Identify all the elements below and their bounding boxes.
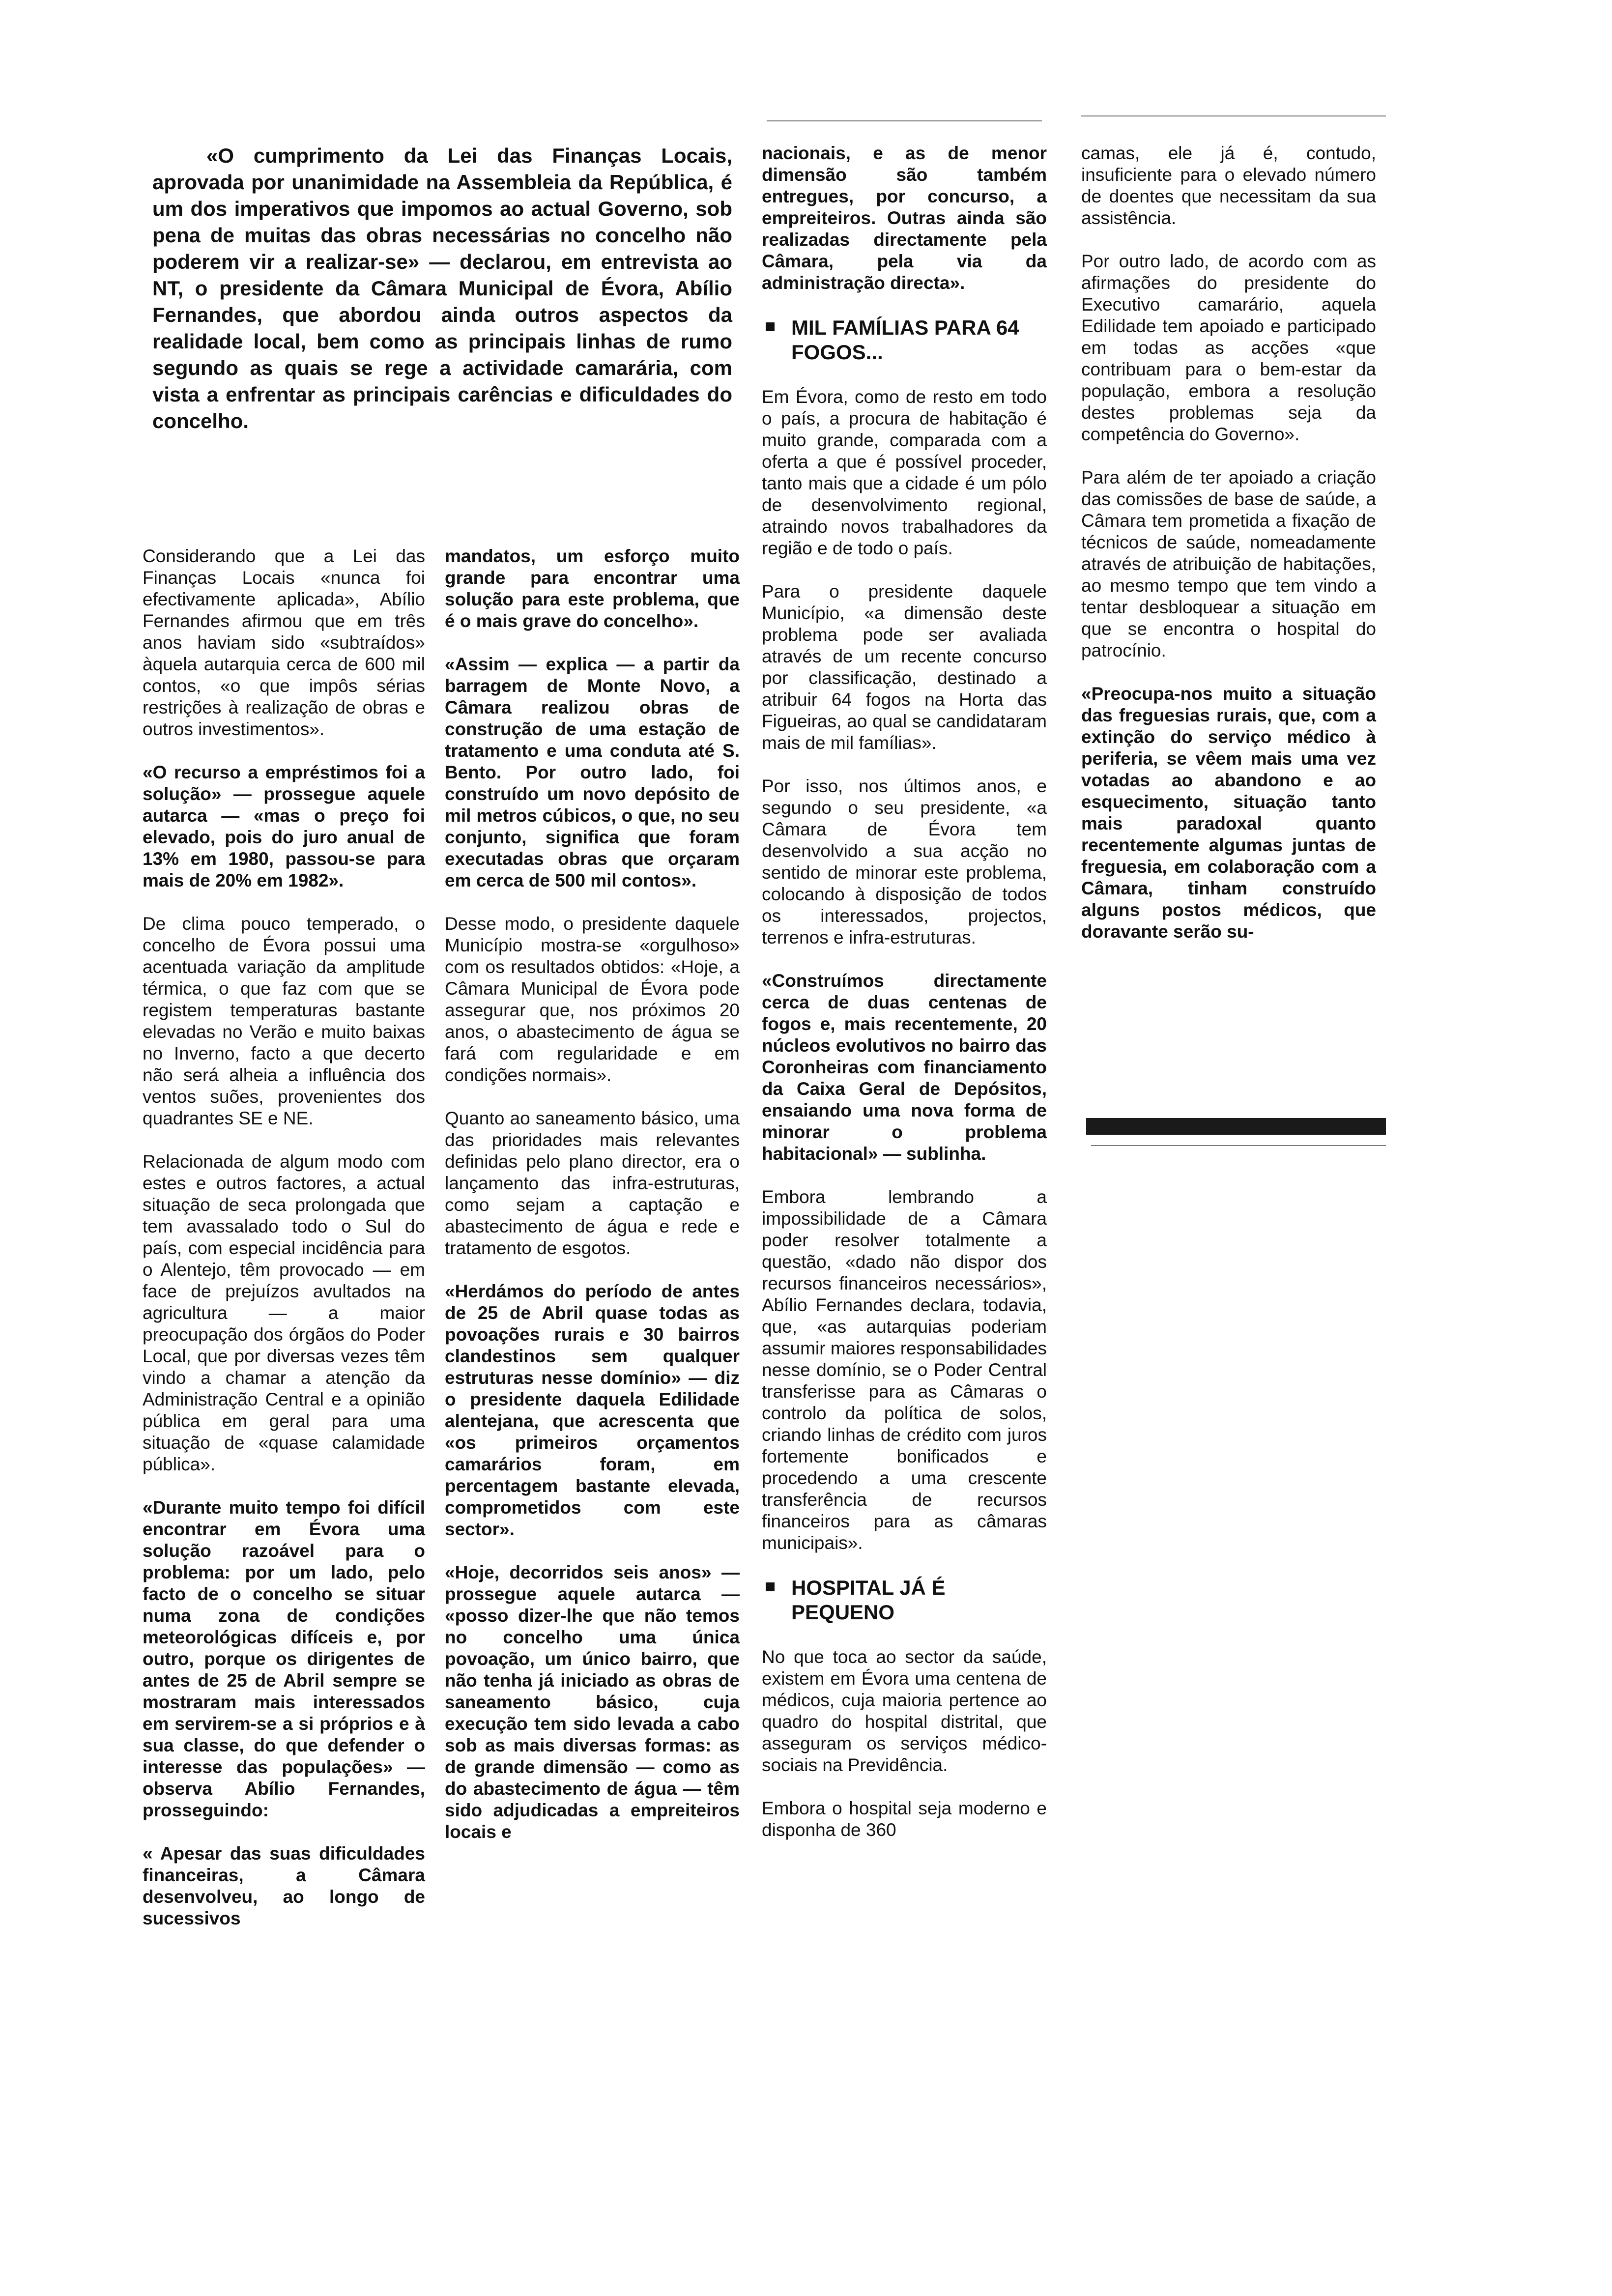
paragraph: «Herdámos do período de antes de 25 de Abril quase todas as povoações rurais e 30 bairros clandestinos sem qualquer estruturas nesse domínio» — diz o presidente daquela Edilidade alentejana, que acrescenta que «os primeiros orçamentos camarários foram, em percentagem bastante elevada, comprometidos com este sector». [445, 1281, 740, 1539]
paragraph: Relacionada de algum modo com estes e outros factores, a actual situação de seca prolongada que tem avassalado todo o Sul do país, com especial incidência para o Alentejo, têm provocado — em face de prejuízos avultados na agricultura — a maior preocupação dos órgãos do Poder Local, que por diversas vezes têm vindo a chamar a atenção da Administração Central e a opinião pública em geral para uma situação de «quase calamidade pública». [143, 1151, 425, 1474]
paragraph: Por outro lado, de acordo com as afirmações do presidente do Executivo camarário, aquela Edilidade tem apoiado e participado em todas as acções «que contribuam para o bem-estar da população, embora a resolução destes problemas seja da competência do Governo». [1081, 251, 1376, 444]
paragraph: Desse modo, o presidente daquele Município mostra-se «orgulhoso» com os resultados obtidos: «Hoje, a Câmara Municipal de Évora pode assegurar que, nos próximos 20 anos, o abastecimento de água se fará com regularidade e em condições normais». [445, 914, 740, 1085]
column-2 [445, 545, 740, 1865]
section-heading-mil-familias [762, 316, 1047, 365]
paragraph: De clima pouco temperado, o concelho de Évora possui uma acentuada variação da amplitude térmica, o que faz com que se registem temperaturas bastante elevadas no Verão e muito baixas no Inverno, facto a que decerto não será alheia a influência dos ventos suões, provenientes dos quadrantes SE e NE. [143, 914, 425, 1128]
column-1 [143, 545, 425, 1951]
paragraph: nacionais, e as de menor dimensão são também entregues, por concurso, a empreiteiros. Outras ainda são realizadas directamente pela Câmara, pela via da administração directa». [762, 143, 1047, 293]
column-3 [762, 143, 1047, 1863]
bullet-square-icon [766, 1582, 775, 1591]
heading-text: HOSPITAL JÁ É PEQUENO [791, 1576, 946, 1624]
paragraph: «Assim — explica — a partir da barragem de Monte Novo, a Câmara realizou obras de construção de uma estação de tratamento e uma conduta até S. Bento. Por outro lado, foi construído um novo depósito de mil metros cúbicos, o que, no seu conjunto, significa que foram executadas obras que orçaram em cerca de 500 mil contos». [445, 654, 740, 890]
paragraph: No que toca ao sector da saúde, existem em Évora uma centena de médicos, cuja maioria pertence ao quadro do hospital distrital, que asseguram os serviços médico-sociais na Previdência. [762, 1647, 1047, 1775]
paragraph: Em Évora, como de resto em todo o país, a procura de habitação é muito grande, comparada com a oferta a que é possível proceder, tanto mais que a cidade é um pólo de desenvolvimento regional, atraindo novos trabalhadores da região e de todo o país. [762, 387, 1047, 558]
paragraph: «Construímos directamente cerca de duas centenas de fogos e, mais recentemente, 20 núcleos evolutivos no bairro das Coronheiras com financiamento da Caixa Geral de Depósitos, ensaiando uma nova forma de minorar o problema habitacional» — sublinha. [762, 971, 1047, 1164]
paragraph: Embora o hospital seja moderno e disponha de 360 [762, 1798, 1047, 1840]
paragraph: Quanto ao saneamento básico, uma das prioridades mais relevantes definidas pelo plano director, era o lançamento das infra-estruturas, como sejam a captação e abastecimento de água e rede e tratamento de esgotos. [445, 1108, 740, 1258]
paragraph: «Preocupa-nos muito a situação das freguesias rurais, que, com a extinção do serviço médico à periferia, se vêem mais uma vez votadas ao abandono e ao esquecimento, situação tanto mais paradoxal quanto recentemente algumas juntas de freguesia, em colaboração com a Câmara, tinham construído alguns postos médicos, que doravante serão su- [1081, 684, 1376, 942]
paragraph: «Durante muito tempo foi difícil encontrar em Évora uma solução razoável para o problema: por um lado, pelo facto de o concelho se situar numa zona de condições meteorológicas difíceis e, por outro, porque os dirigentes de antes de 25 de Abril sempre se mostraram mais interessados em servirem-se a si próprios e à sua classe, do que defender o interesse das populações» — observa Abílio Fernandes, prosseguindo: [143, 1497, 425, 1820]
top-divider [767, 120, 1042, 121]
paragraph: Embora lembrando a impossibilidade de a Câmara poder resolver totalmente a questão, «dado não dispor dos recursos financeiros necessários», Abílio Fernandes declara, todavia, que, «as autarquias poderiam assumir maiores responsabilidades nesse domínio, se o Poder Central transferisse para as Câmaras o controlo da política de solos, criando linhas de crédito com juros fortemente bonificados e procedendo a uma crescente transferência de recursos financeiros para as câmaras municipais». [762, 1187, 1047, 1553]
paragraph: Para além de ter apoiado a criação das comissões de base de saúde, a Câmara tem prometida a fixação de técnicos de saúde, nomeadamente através de atribuição de habitações, ao mesmo tempo que tem vindo a tentar desbloquear a situação em que se encontra o hospital do patrocínio. [1081, 467, 1376, 660]
paragraph: «Hoje, decorridos seis anos» — prossegue aquele autarca — «posso dizer-lhe que não temos no concelho uma única povoação, um único bairro, que não tenha já iniciado as obras de saneamento básico, cuja execução tem sido levada a cabo sob as mais diversas formas: as de grande dimensão — como as do abastecimento de água — têm sido adjudicadas a empreiteiros locais e [445, 1562, 740, 1842]
bullet-square-icon [766, 322, 775, 331]
column-end-rule [1086, 1118, 1386, 1135]
bottom-divider [1091, 1145, 1386, 1146]
paragraph: Para o presidente daquele Município, «a dimensão deste problema pode ser avaliada através de um recente concurso por classificação, destinado a atribuir 64 fogos na Horta das Figueiras, ao qual se candidataram mais de mil famílias». [762, 581, 1047, 753]
top-divider [1081, 115, 1386, 116]
heading-text: MIL FAMÍLIAS PARA 64 FOGOS... [791, 316, 1019, 364]
paragraph: «O recurso a empréstimos foi a solução» — prossegue aquele autarca — «mas o preço foi elevado, pois do juro anual de 13% em 1980, passou-se para mais de 20% em 1982». [143, 762, 425, 890]
paragraph: mandatos, um esforço muito grande para encontrar uma solução para este problema, que é o mais grave do concelho». [445, 546, 740, 631]
column-4 [1081, 143, 1376, 964]
paragraph: Por isso, nos últimos anos, e segundo o seu presidente, «a Câmara de Évora tem desenvolvido a sua acção no sentido de minorar este problema, colocando à disposição de todos os interessados, projectos, terrenos e infra-estruturas. [762, 776, 1047, 947]
paragraph: Considerando que a Lei das Finanças Locais «nunca foi efectivamente aplicada», Abílio Fernandes afirmou que em três anos haviam sido «subtraídos» àquela autarquia cerca de 600 mil contos, «o que impôs sérias restrições à realização de obras e outros investimentos». [143, 546, 425, 739]
paragraph: « Apesar das suas dificuldades financeiras, a Câmara desenvolveu, ao longo de sucessivos [143, 1843, 425, 1928]
lead-paragraph: «O cumprimento da Lei das Finanças Locais, aprovada por unanimidade na Assembleia da República, é um dos imperativos que impomos ao actual Governo, sob pena de muitas das obras necessárias no concelho não poderem vir a realizar-se» — declarou, em entrevista ao NT, o presidente da Câmara Municipal de Évora, Abílio Fernandes, que abordou ainda outros aspectos da realidade local, bem como as principais linhas de rumo segundo as quais se rege a actividade camarária, com vista a enfrentar as principais carências e dificuldades do concelho. [152, 144, 732, 432]
section-heading-hospital [762, 1576, 1047, 1625]
paragraph: camas, ele já é, contudo, insuficiente para o elevado número de doentes que necessitam da sua assistência. [1081, 143, 1376, 228]
